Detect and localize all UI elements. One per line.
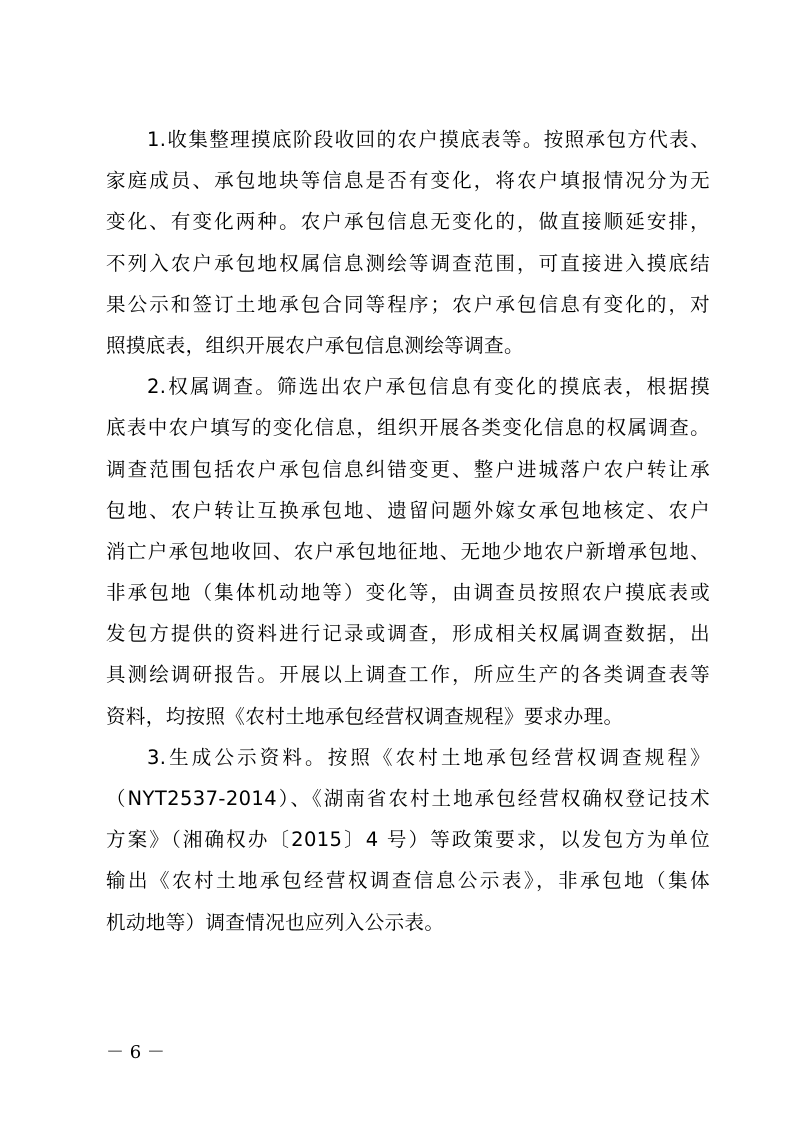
paragraph-line: 2.权属调查。筛选出农户承包信息有变化的摸底表，根据摸 (147, 375, 710, 399)
paragraph-line: 果公示和签订土地承包合同等程序；农户承包信息有变化的，对 (106, 292, 710, 316)
paragraph-line: 方案》（湘确权办〔2015〕4 号）等政策要求，以发包方为单位 (106, 828, 710, 852)
paragraph-line: 具测绘调研报告。开展以上调查工作，所应生产的各类调查表等 (106, 663, 710, 687)
paragraph-1-collect-survey-tables (106, 119, 710, 366)
paragraph-line: 非承包地（集体机动地等）变化等，由调查员按照农户摸底表或 (106, 581, 710, 605)
paragraph-line: 照摸底表，组织开展农户承包信息测绘等调查。 (106, 333, 524, 357)
paragraph-line: 底表中农户填写的变化信息，组织开展各类变化信息的权属调查。 (106, 416, 710, 440)
paragraph-2-ownership-survey (106, 366, 710, 737)
paragraph-line: 输出《农村土地承包经营权调查信息公示表》，非承包地（集体 (106, 869, 710, 893)
paragraph-line: 发包方提供的资料进行记录或调查，形成相关权属调查数据，出 (106, 622, 710, 646)
paragraph-line: 消亡户承包地收回、农户承包地征地、无地少地农户新增承包地、 (106, 539, 710, 563)
paragraph-line: 不列入农户承包地权属信息测绘等调查范围，可直接进入摸底结 (106, 251, 710, 275)
paragraph-line: （NYT2537-2014）、《湖南省农村土地承包经营权确权登记技术 (106, 787, 710, 810)
paragraph-line: 调查范围包括农户承包信息纠错变更、整户进城落户农户转让承 (106, 457, 710, 481)
paragraph-line: 机动地等）调查情况也应列入公示表。 (106, 910, 445, 934)
paragraph-3-publicity-materials (106, 737, 710, 943)
page-number: － 6 － (106, 1042, 165, 1063)
paragraph-line: 1.收集整理摸底阶段收回的农户摸底表等。按照承包方代表、 (147, 128, 710, 151)
document-body (106, 119, 710, 943)
paragraph-line: 变化、有变化两种。农户承包信息无变化的，做直接顺延安排， (106, 210, 710, 234)
paragraph-line: 包地、农户转让互换承包地、遗留问题外嫁女承包地核定、农户 (106, 498, 710, 522)
paragraph-line: 资料，均按照《农村土地承包经营权调查规程》要求办理。 (106, 704, 624, 728)
paragraph-line: 家庭成员、承包地块等信息是否有变化，将农户填报情况分为无 (106, 169, 710, 193)
paragraph-line: 3.生成公示资料。按照《农村土地承包经营权调查规程》 (147, 745, 710, 769)
